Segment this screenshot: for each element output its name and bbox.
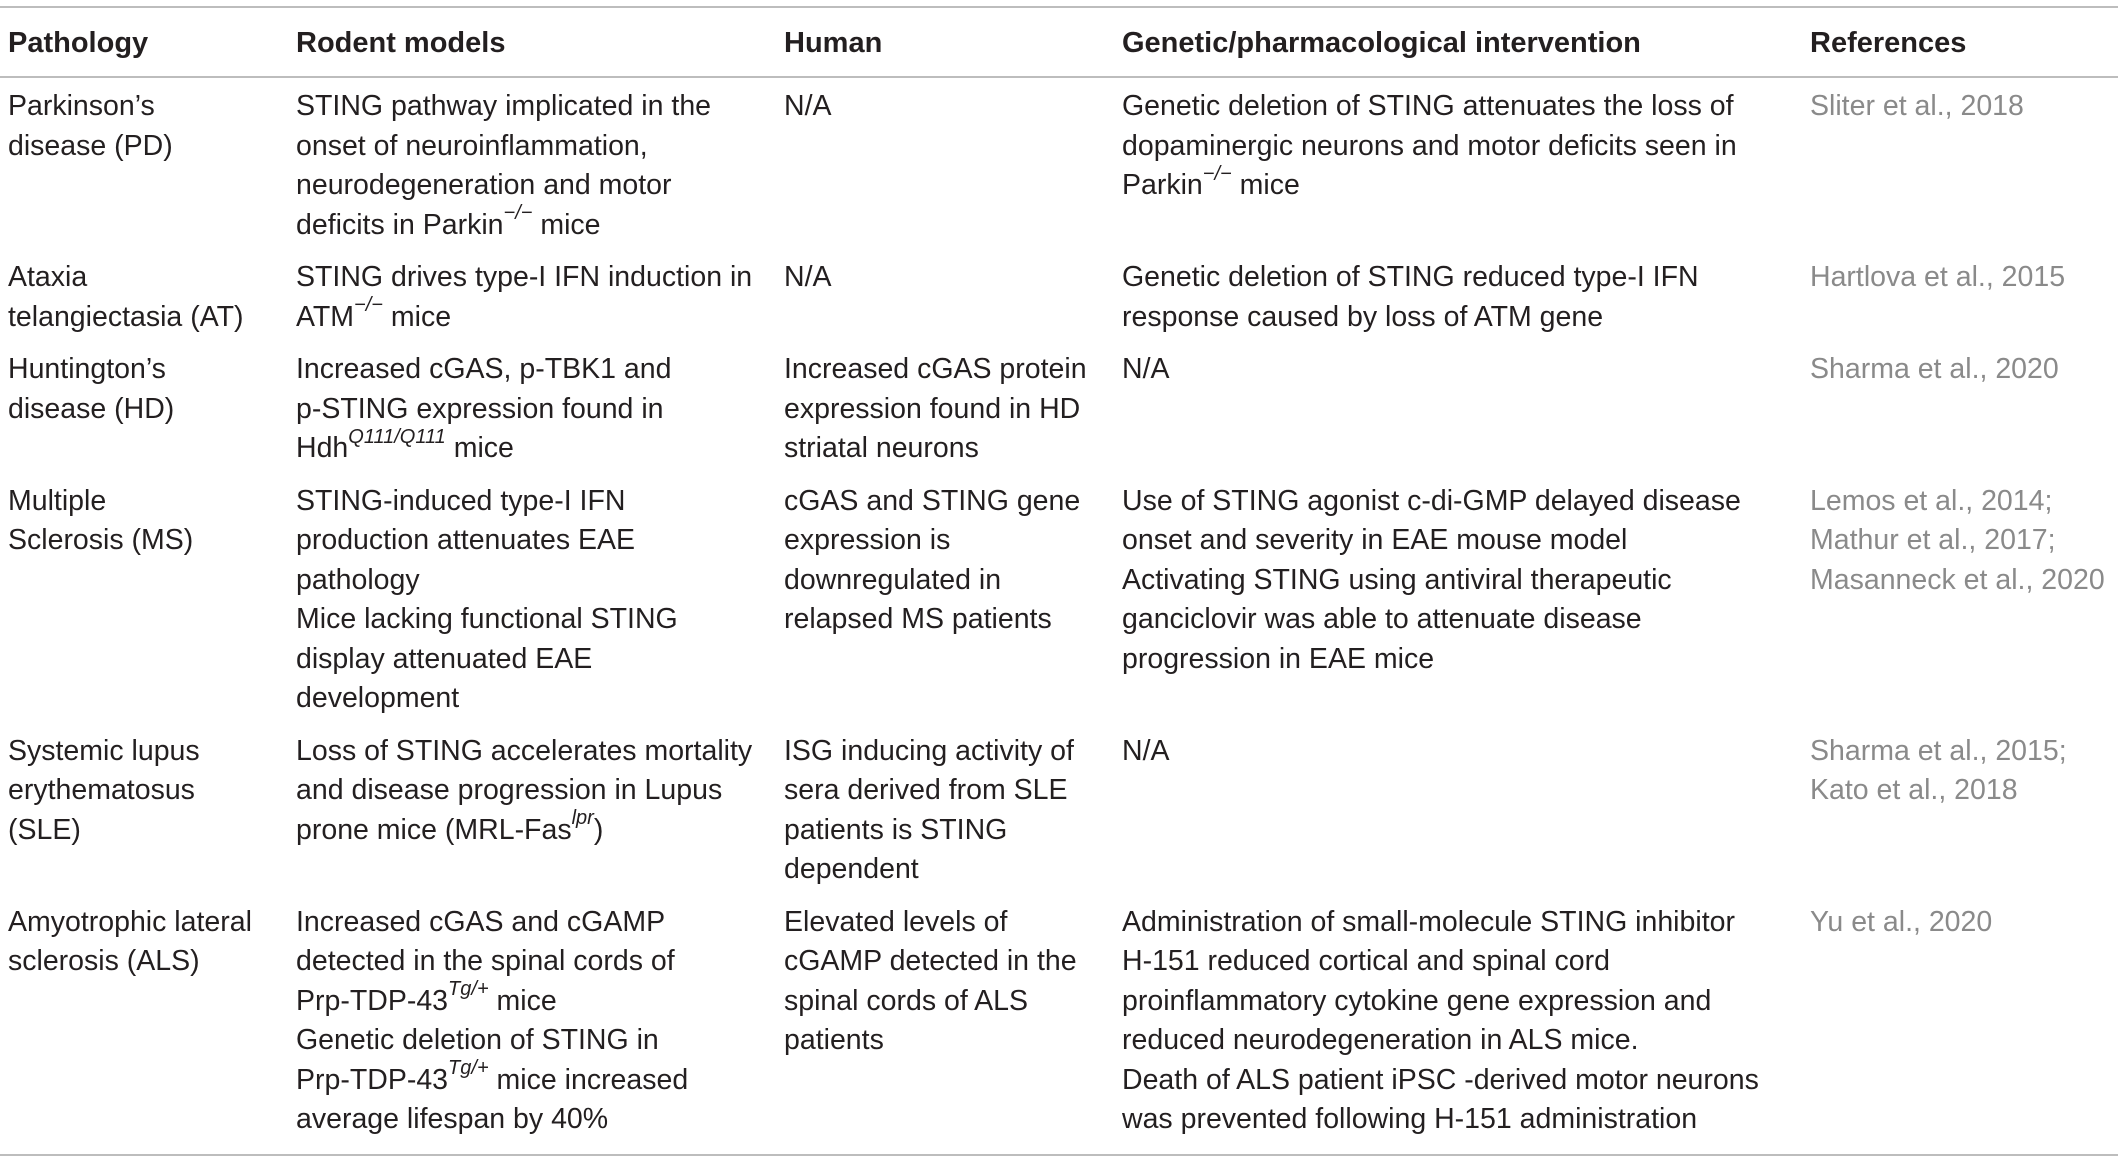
rodent-models-cell (288, 894, 776, 1155)
cell-text: and disease progression in Lupus (296, 774, 723, 806)
cell-text-after: mice (488, 984, 557, 1017)
intervention-cell (1114, 473, 1802, 723)
cell-text: Prp-TDP-43 (296, 1063, 449, 1096)
cell-line (296, 1057, 766, 1101)
cell-text: Genetic deletion of STING reduced type-I IFN (1122, 261, 1699, 293)
cell-line (1122, 640, 1792, 680)
cell-text: average lifespan by 40% (296, 1103, 609, 1135)
cell-line: disease (PD) (8, 129, 173, 162)
table-row (0, 341, 2118, 473)
intervention-cell (1114, 894, 1802, 1155)
reference-link: Masanneck et al., 2020 (1810, 563, 2105, 596)
table-header (0, 7, 2118, 77)
cell-text: N/A (1122, 734, 1170, 767)
superscript-genotype (348, 426, 445, 448)
cell-line: Elevated levels of (784, 905, 1008, 938)
cell-line (296, 521, 766, 561)
reference-link: Sliter et al., 2018 (1810, 90, 2024, 122)
cell-text: detected in the spinal cords of (296, 945, 675, 977)
cell-line (1122, 127, 1792, 167)
intervention-cell (1114, 77, 1802, 249)
cell-text: onset and severity in EAE mouse model (1122, 524, 1628, 556)
cell-line: patients (784, 1024, 884, 1056)
cell-text: onset of neuroinflammation, (296, 129, 648, 162)
cell-text: Genetic deletion of STING attenuates the loss of (1122, 90, 1734, 122)
superscript-genotype (448, 978, 489, 1000)
cell-line: Sclerosis (MS) (8, 524, 194, 556)
superscript-text: −/− (354, 294, 383, 316)
cell-text: response caused by loss of ATM gene (1122, 300, 1604, 333)
cell-line (296, 390, 766, 430)
cell-line (296, 771, 766, 811)
superscript-genotype (354, 294, 383, 316)
reference-link: Sharma et al., 2020 (1810, 353, 2059, 385)
references-cell (1802, 894, 2118, 1155)
cell-text: progression in EAE mice (1122, 642, 1435, 675)
table-row (0, 723, 2118, 894)
cell-text: Hdh (296, 432, 349, 464)
cell-line: sera derived from SLE (784, 774, 1068, 806)
cell-text: deficits in Parkin (296, 208, 504, 241)
header-pathology: Pathology (0, 7, 288, 77)
cell-text: Administration of small-molecule STING inhibitor (1122, 905, 1735, 938)
cell-line: patients is STING (784, 813, 1008, 846)
cell-line (296, 978, 766, 1022)
superscript-genotype (448, 1057, 489, 1079)
references-cell (1802, 723, 2118, 894)
reference-link: Mathur et al., 2017; (1810, 524, 2056, 556)
cell-line (296, 600, 766, 640)
cell-line: striatal neurons (784, 432, 979, 464)
cell-line: downregulated in (784, 563, 1002, 596)
cell-text: production attenuates EAE (296, 524, 636, 556)
cell-line (1122, 942, 1792, 982)
cell-text-after: mice (382, 300, 452, 333)
cell-line (1122, 521, 1792, 561)
cell-text: neurodegeneration and motor (296, 169, 672, 201)
table-row (0, 77, 2118, 249)
cell-line: expression is (784, 524, 951, 556)
rodent-models-cell (288, 341, 776, 473)
cell-text: pathology (296, 563, 420, 596)
human-cell (776, 723, 1114, 894)
references-cell (1802, 341, 2118, 473)
superscript-text: −/− (503, 202, 533, 224)
superscript-text: Tg/+ (448, 978, 489, 1000)
cell-line: Multiple (8, 484, 107, 517)
cell-line (296, 166, 766, 206)
human-cell (776, 894, 1114, 1155)
cell-line: Increased cGAS protein (784, 353, 1087, 385)
cell-text: was prevented following H-151 administration (1122, 1103, 1698, 1135)
cell-line: erythematosus (8, 774, 195, 806)
cell-text: STING drives type-I IFN induction in (296, 261, 753, 293)
cell-line (1122, 1021, 1792, 1061)
pathology-cell (0, 77, 288, 249)
rodent-models-cell (288, 77, 776, 249)
cell-line (296, 482, 766, 522)
cell-text-after: mice (532, 208, 601, 241)
human-cell (776, 341, 1114, 473)
cell-line (296, 87, 766, 127)
cell-text: Increased cGAS, p-TBK1 and (296, 353, 672, 385)
cell-line (1122, 561, 1792, 601)
cell-line (1122, 162, 1792, 206)
cell-line (1122, 732, 1792, 772)
cell-line (1122, 982, 1792, 1022)
cell-text: development (296, 682, 460, 714)
cell-line (1122, 87, 1792, 127)
pathology-cell (0, 341, 288, 473)
references-cell (1802, 473, 2118, 723)
references-cell (1802, 249, 2118, 341)
cell-line (1122, 903, 1792, 943)
cell-text: H-151 reduced cortical and spinal cord (1122, 945, 1610, 977)
intervention-cell (1114, 249, 1802, 341)
cell-line (296, 294, 766, 338)
cell-line: dependent (784, 853, 919, 885)
cell-line (296, 903, 766, 943)
cell-line (296, 807, 766, 851)
cell-text: Mice lacking functional STING (296, 603, 678, 635)
cell-text: p-STING expression found in (296, 392, 664, 425)
cell-text: N/A (1122, 353, 1170, 385)
cell-text: reduced neurodegeneration in ALS mice. (1122, 1024, 1639, 1056)
superscript-genotype (572, 807, 594, 829)
cell-line (296, 127, 766, 167)
cell-line (1122, 600, 1792, 640)
pathology-cell (0, 723, 288, 894)
reference-link: Sharma et al., 2015; (1810, 734, 2067, 767)
intervention-cell (1114, 723, 1802, 894)
pathology-cell (0, 894, 288, 1155)
cell-line: cGAS and STING gene (784, 484, 1081, 517)
header-human: Human (776, 7, 1114, 77)
superscript-text: Tg/+ (448, 1057, 489, 1079)
cell-line: Amyotrophic lateral (8, 905, 252, 938)
rodent-models-cell (288, 249, 776, 341)
cell-text-after: ) (593, 813, 604, 846)
references-cell (1802, 77, 2118, 249)
cell-line: relapsed MS patients (784, 603, 1052, 635)
cell-text-after: mice (445, 432, 514, 464)
cell-text: Loss of STING accelerates mortality (296, 734, 753, 767)
cell-text: STING-induced type-I IFN (296, 484, 626, 517)
cell-line: Parkinson’s (8, 90, 155, 122)
cell-line: disease (HD) (8, 392, 175, 425)
superscript-text: Q111/Q111 (348, 425, 446, 448)
reference-link: Hartlova et al., 2015 (1810, 261, 2066, 293)
header-rodent-models: Rodent models (288, 7, 776, 77)
cell-text: ganciclovir was able to attenuate disease (1122, 603, 1642, 635)
superscript-genotype (1203, 163, 1232, 185)
cell-text: ATM (296, 300, 355, 333)
cell-line: Systemic lupus (8, 734, 200, 767)
cell-text-after: mice (1231, 169, 1300, 201)
pathology-table (0, 6, 2118, 1156)
human-cell (776, 77, 1114, 249)
cell-text: Prp-TDP-43 (296, 984, 449, 1017)
cell-line (296, 1021, 766, 1061)
cell-line (296, 732, 766, 772)
superscript-text: lpr (571, 807, 594, 829)
superscript-text: −/− (1202, 162, 1232, 185)
cell-line (296, 679, 766, 719)
cell-text: proinflammatory cytokine gene expression and (1122, 984, 1712, 1017)
cell-text: STING pathway implicated in the (296, 90, 712, 122)
cell-line (1122, 1100, 1792, 1140)
table-row (0, 249, 2118, 341)
cell-line: (SLE) (8, 813, 81, 846)
cell-line: N/A (784, 261, 832, 293)
reference-link: Yu et al., 2020 (1810, 905, 1993, 938)
cell-text: Parkin (1122, 169, 1203, 201)
cell-line: ISG inducing activity of (784, 734, 1074, 767)
cell-line (296, 350, 766, 390)
cell-line (1122, 298, 1792, 338)
human-cell (776, 249, 1114, 341)
reference-link: Kato et al., 2018 (1810, 774, 2018, 806)
cell-line (296, 561, 766, 601)
intervention-cell (1114, 341, 1802, 473)
table-container (0, 6, 2118, 1156)
reference-link: Lemos et al., 2014; (1810, 484, 2053, 517)
cell-line (296, 1100, 766, 1140)
cell-text-after: mice increased (488, 1063, 689, 1096)
cell-line (1122, 482, 1792, 522)
cell-text: Genetic deletion of STING in (296, 1024, 659, 1056)
cell-line (1122, 350, 1792, 390)
human-cell (776, 473, 1114, 723)
cell-text: Increased cGAS and cGAMP (296, 905, 666, 938)
cell-line (1122, 1061, 1792, 1101)
cell-text: Use of STING agonist c-di-GMP delayed disease (1122, 484, 1741, 517)
table-row (0, 894, 2118, 1155)
header-intervention: Genetic/pharmacological intervention (1114, 7, 1802, 77)
cell-line: Huntington’s (8, 353, 166, 385)
cell-line (1122, 258, 1792, 298)
cell-line (296, 640, 766, 680)
cell-line: N/A (784, 90, 832, 122)
cell-text: dopaminergic neurons and motor deficits seen in (1122, 129, 1737, 162)
pathology-cell (0, 473, 288, 723)
cell-line: Ataxia (8, 261, 88, 293)
cell-text: Activating STING using antiviral therapeutic (1122, 563, 1672, 596)
table-body (0, 77, 2118, 1155)
table-row (0, 473, 2118, 723)
cell-text: Death of ALS patient iPSC -derived motor neurons (1122, 1063, 1759, 1096)
header-row (0, 7, 2118, 77)
rodent-models-cell (288, 473, 776, 723)
cell-line (296, 942, 766, 982)
pathology-cell (0, 249, 288, 341)
cell-line: spinal cords of ALS (784, 984, 1028, 1017)
cell-text: prone mice (MRL-Fas (296, 813, 572, 846)
cell-line (296, 425, 766, 469)
rodent-models-cell (288, 723, 776, 894)
cell-line: expression found in HD (784, 392, 1081, 425)
superscript-genotype (504, 202, 533, 224)
cell-line: cGAMP detected in the (784, 945, 1077, 977)
cell-line (296, 258, 766, 298)
cell-text: display attenuated EAE (296, 642, 593, 675)
header-references: References (1802, 7, 2118, 77)
cell-line: sclerosis (ALS) (8, 945, 200, 977)
cell-line (296, 202, 766, 246)
cell-line: telangiectasia (AT) (8, 300, 244, 333)
